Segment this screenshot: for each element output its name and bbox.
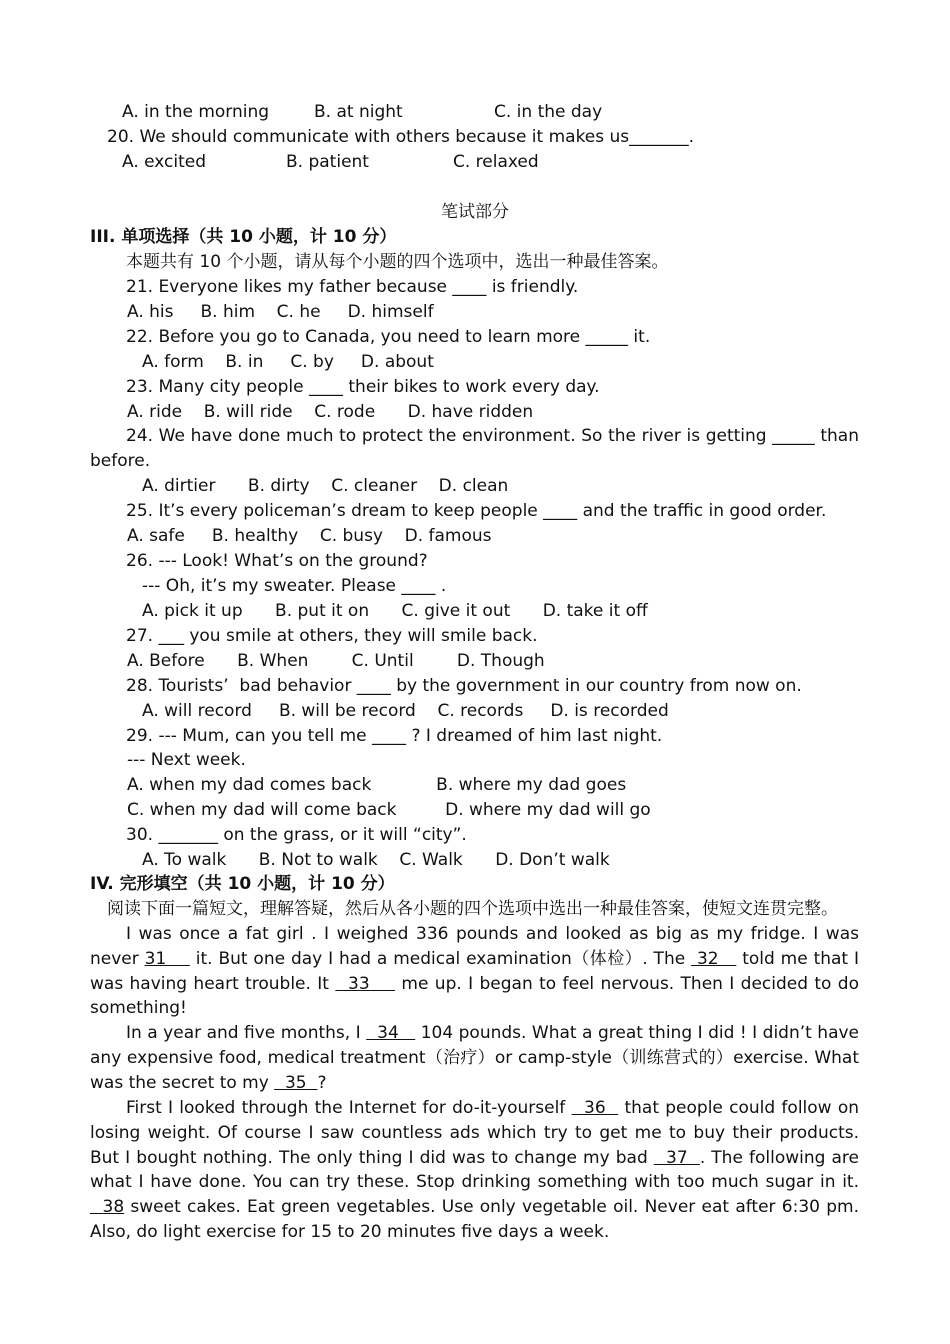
q26-reply: --- Oh, it’s my sweater. Please ____ . (142, 576, 447, 596)
q19-option-c: C. in the day (494, 102, 603, 122)
q23-options: A. ride B. will ride C. rode D. have ridden (127, 402, 534, 422)
q19-option-a: A. in the morning (122, 102, 270, 122)
section4-heading: IV. 完形填空（共 10 小题，计 10 分） (90, 874, 395, 894)
q22-stem: 22. Before you go to Canada, you need to learn more _____ it. (126, 327, 651, 347)
passage-paragraph-1: I was once a fat girl . I weighed 336 pounds and looked as big as my fridge. I was never 31 it. But one day I had a medical examination（体检）. The 32 told me that I was having heart trouble. It 33 me up. I began to feel nervous. Then I decided to do something! (90, 924, 860, 1019)
q20-stem: 20. We should communicate with others because it makes us_______. (107, 127, 695, 147)
q25-options: A. safe B. healthy C. busy D. famous (127, 526, 492, 546)
blank-35: 35 (274, 1072, 318, 1093)
q27-options: A. Before B. When C. Until D. Though (127, 651, 545, 671)
q28-options: A. will record B. will be record C. records D. is recorded (142, 701, 669, 721)
section3-heading: III. 单项选择（共 10 小题，计 10 分） (90, 227, 397, 247)
q21-options: A. his B. him C. he D. himself (127, 302, 434, 322)
blank-34: 34 (366, 1023, 416, 1043)
blank-37: 37 (653, 1147, 700, 1168)
blank-36: 36 (571, 1098, 619, 1118)
q26-stem: 26. --- Look! What’s on the ground? (126, 551, 428, 571)
q24-stem: 24. We have done much to protect the environment. So the river is getting _____ than before. (90, 426, 859, 471)
q29-options-row1: A. when my dad comes back B. where my dad goes (127, 775, 627, 795)
q29-stem: 29. --- Mum, can you tell me ____ ? I dreamed of him last night. (126, 726, 663, 746)
blank-32: 32 (691, 948, 737, 969)
q20-option-a: A. excited (122, 152, 207, 172)
blank-38: 38 (90, 1197, 125, 1218)
q29-options-row2: C. when my dad will come back D. where my dad will go (127, 800, 651, 820)
q24-options: A. dirtier B. dirty C. cleaner D. clean (142, 476, 509, 496)
q28-stem: 28. Tourists’ bad behavior ____ by the government in our country from now on. (126, 676, 802, 696)
written-part-title: 笔试部分 (441, 202, 509, 222)
q20-option-b: B. patient (286, 152, 369, 172)
passage-paragraph-3: First I looked through the Internet for do-it-yourself 36 that people could follow on losing weight. Of course I saw countless ads which try to get me to buy their products. But I bought nothing. The only thing I did was to change my bad 37 . The following are what I have done. You can try these. Stop drinking something with too much sugar in it. 38 sweet cakes. Eat green vegetables. Use only vegetable oil. Never eat after 6:30 pm. Also, do light exercise for 15 to 20 minutes five days a week. (90, 1098, 860, 1242)
blank-31: 31 (144, 948, 190, 969)
q21-stem: 21. Everyone likes my father because ____ is friendly. (126, 277, 579, 297)
q22-options: A. form B. in C. by D. about (142, 352, 434, 372)
section3-instruction: 本题共有 10 个小题，请从每个小题的四个选项中，选出一种最佳答案。 (126, 252, 669, 272)
q27-stem: 27. ___ you smile at others, they will smile back. (126, 626, 538, 646)
q30-stem: 30. _______ on the grass, or it will “city”. (126, 825, 467, 845)
q19-option-b: B. at night (314, 102, 403, 122)
q25-stem: 25. It’s every policeman’s dream to keep people ____ and the traffic in good order. (126, 501, 827, 521)
q29-reply: --- Next week. (127, 750, 246, 770)
q23-stem: 23. Many city people ____ their bikes to work every day. (126, 377, 600, 397)
q20-option-c: C. relaxed (453, 152, 539, 172)
passage-paragraph-2: In a year and five months, I 34 104 pounds. What a great thing I did ! I didn’t have any expensive food, medical treatment（治疗）or camp-style（训练营式的）exercise. What was the secret to my 35 ? (90, 1023, 860, 1093)
section4-instruction: 阅读下面一篇短文，理解答疑，然后从各小题的四个选项中选出一种最佳答案，使短文连贯完整。 (107, 899, 838, 919)
blank-33: 33 (335, 973, 396, 994)
q26-options: A. pick it up B. put it on C. give it out D. take it off (142, 601, 648, 621)
q30-options: A. To walk B. Not to walk C. Walk D. Don’t walk (142, 850, 610, 870)
